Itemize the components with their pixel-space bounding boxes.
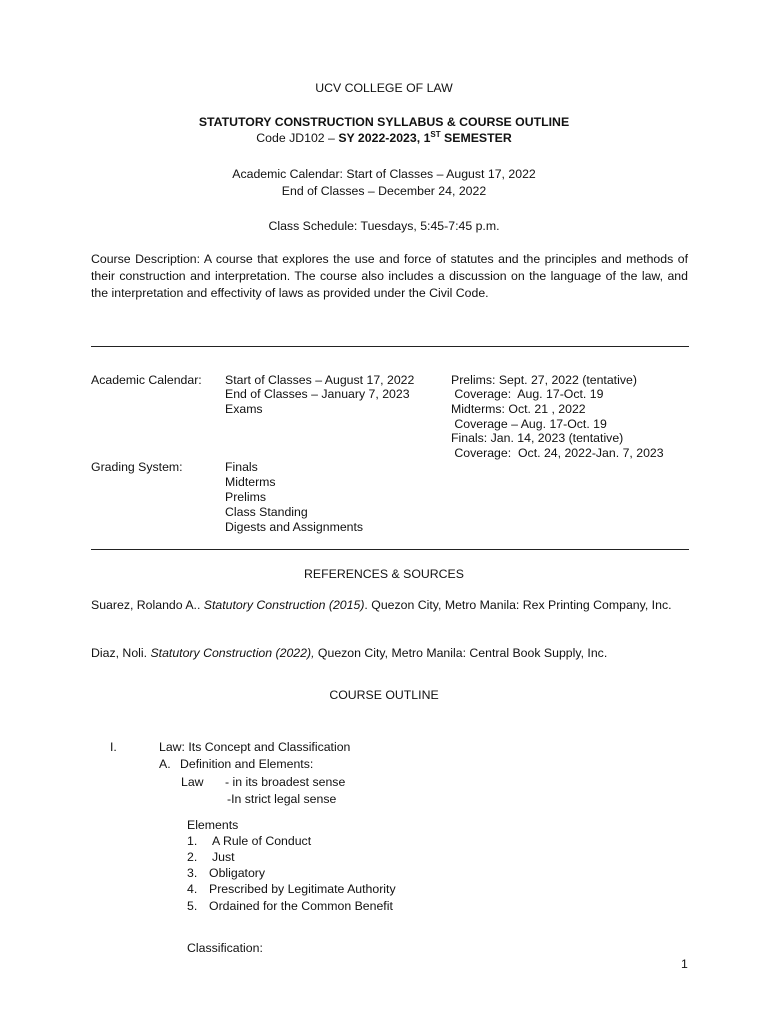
- prelims-coverage: Coverage: Aug. 17-Oct. 19: [451, 387, 604, 401]
- calendar-exams: Exams: [225, 402, 263, 416]
- grading-item: Class Standing: [225, 505, 308, 519]
- grading-label: Grading System:: [91, 460, 183, 474]
- semester-label: SEMESTER: [440, 131, 512, 145]
- element-item: A Rule of Conduct: [212, 834, 312, 848]
- element-number: 1.: [187, 834, 198, 848]
- element-number: 5.: [187, 899, 198, 913]
- course-description: Course Description: A course that explores the use and force of statutes and the principles and methods of their construction and interpretation. The course also includes a discussion on the language of the law, and the interpretation and effectivity of laws as provided under the Civil Code.: [91, 252, 688, 301]
- finals-coverage: Coverage: Oct. 24, 2022-Jan. 7, 2023: [451, 446, 664, 460]
- divider-top: [91, 346, 689, 347]
- semester-ordinal: ST: [430, 129, 441, 139]
- reference-suarez: [91, 597, 691, 614]
- elements-label: Elements: [187, 818, 239, 832]
- course-code-line: [0, 130, 768, 147]
- outline-roman-numeral: I.: [110, 740, 117, 754]
- outline-sub-letter: A.: [159, 757, 171, 771]
- law-definition-broad: - in its broadest sense: [225, 775, 346, 789]
- ref1-author: Suarez, Rolando A..: [91, 598, 204, 612]
- course-code: Code JD102 –: [256, 131, 339, 145]
- calendar-label: Academic Calendar:: [91, 373, 202, 387]
- outline-sub-title: Definition and Elements:: [180, 757, 314, 771]
- divider-bottom: [91, 549, 689, 550]
- calendar-end-of-classes: End of Classes – January 7, 2023: [225, 387, 410, 401]
- grading-item: Digests and Assignments: [225, 520, 364, 534]
- law-word: Law: [181, 775, 204, 789]
- reference-diaz: [91, 645, 691, 662]
- ref1-title: Statutory Construction (2015): [203, 598, 365, 612]
- academic-calendar-start: Academic Calendar: Start of Classes – August 17, 2022: [232, 167, 536, 181]
- finals-date: Finals: Jan. 14, 2023 (tentative): [451, 431, 624, 445]
- document-title: STATUTORY CONSTRUCTION SYLLABUS & COURSE OUTLINE: [198, 115, 570, 129]
- college-name: UCV COLLEGE OF LAW: [315, 81, 453, 95]
- grading-item: Prelims: [225, 490, 266, 504]
- ref2-title: Statutory Construction (2022),: [150, 646, 315, 660]
- element-item: Just: [212, 850, 235, 864]
- grading-item: Midterms: [225, 475, 276, 489]
- grading-item: Finals: [225, 460, 258, 474]
- ref2-publisher: Quezon City, Metro Manila: Central Book Supply, Inc.: [314, 646, 608, 660]
- element-number: 3.: [187, 866, 198, 880]
- midterms-date: Midterms: Oct. 21 , 2022: [451, 402, 586, 416]
- element-item: Obligatory: [209, 866, 266, 880]
- prelims-date: Prelims: Sept. 27, 2022 (tentative): [451, 373, 637, 387]
- references-heading: REFERENCES & SOURCES: [304, 567, 464, 581]
- course-outline-heading: COURSE OUTLINE: [329, 688, 439, 702]
- outline-section-title: Law: Its Concept and Classification: [159, 740, 351, 754]
- page-number: 1: [681, 957, 688, 971]
- element-number: 2.: [187, 850, 198, 864]
- academic-calendar-end: End of Classes – December 24, 2022: [281, 184, 487, 198]
- law-definition-strict: -In strict legal sense: [227, 792, 337, 806]
- class-schedule: Class Schedule: Tuesdays, 5:45-7:45 p.m.: [268, 219, 500, 233]
- ref2-author: Diaz, Noli.: [91, 646, 151, 660]
- element-item: Prescribed by Legitimate Authority: [209, 882, 396, 896]
- element-item: Ordained for the Common Benefit: [209, 899, 393, 913]
- midterms-coverage: Coverage – Aug. 17-Oct. 19: [451, 417, 607, 431]
- classification-label: Classification:: [187, 941, 263, 955]
- element-number: 4.: [187, 882, 198, 896]
- school-year: SY 2022-2023, 1: [338, 131, 431, 145]
- ref1-publisher: . Quezon City, Metro Manila: Rex Printing Company, Inc.: [364, 598, 672, 612]
- calendar-start-of-classes: Start of Classes – August 17, 2022: [225, 373, 415, 387]
